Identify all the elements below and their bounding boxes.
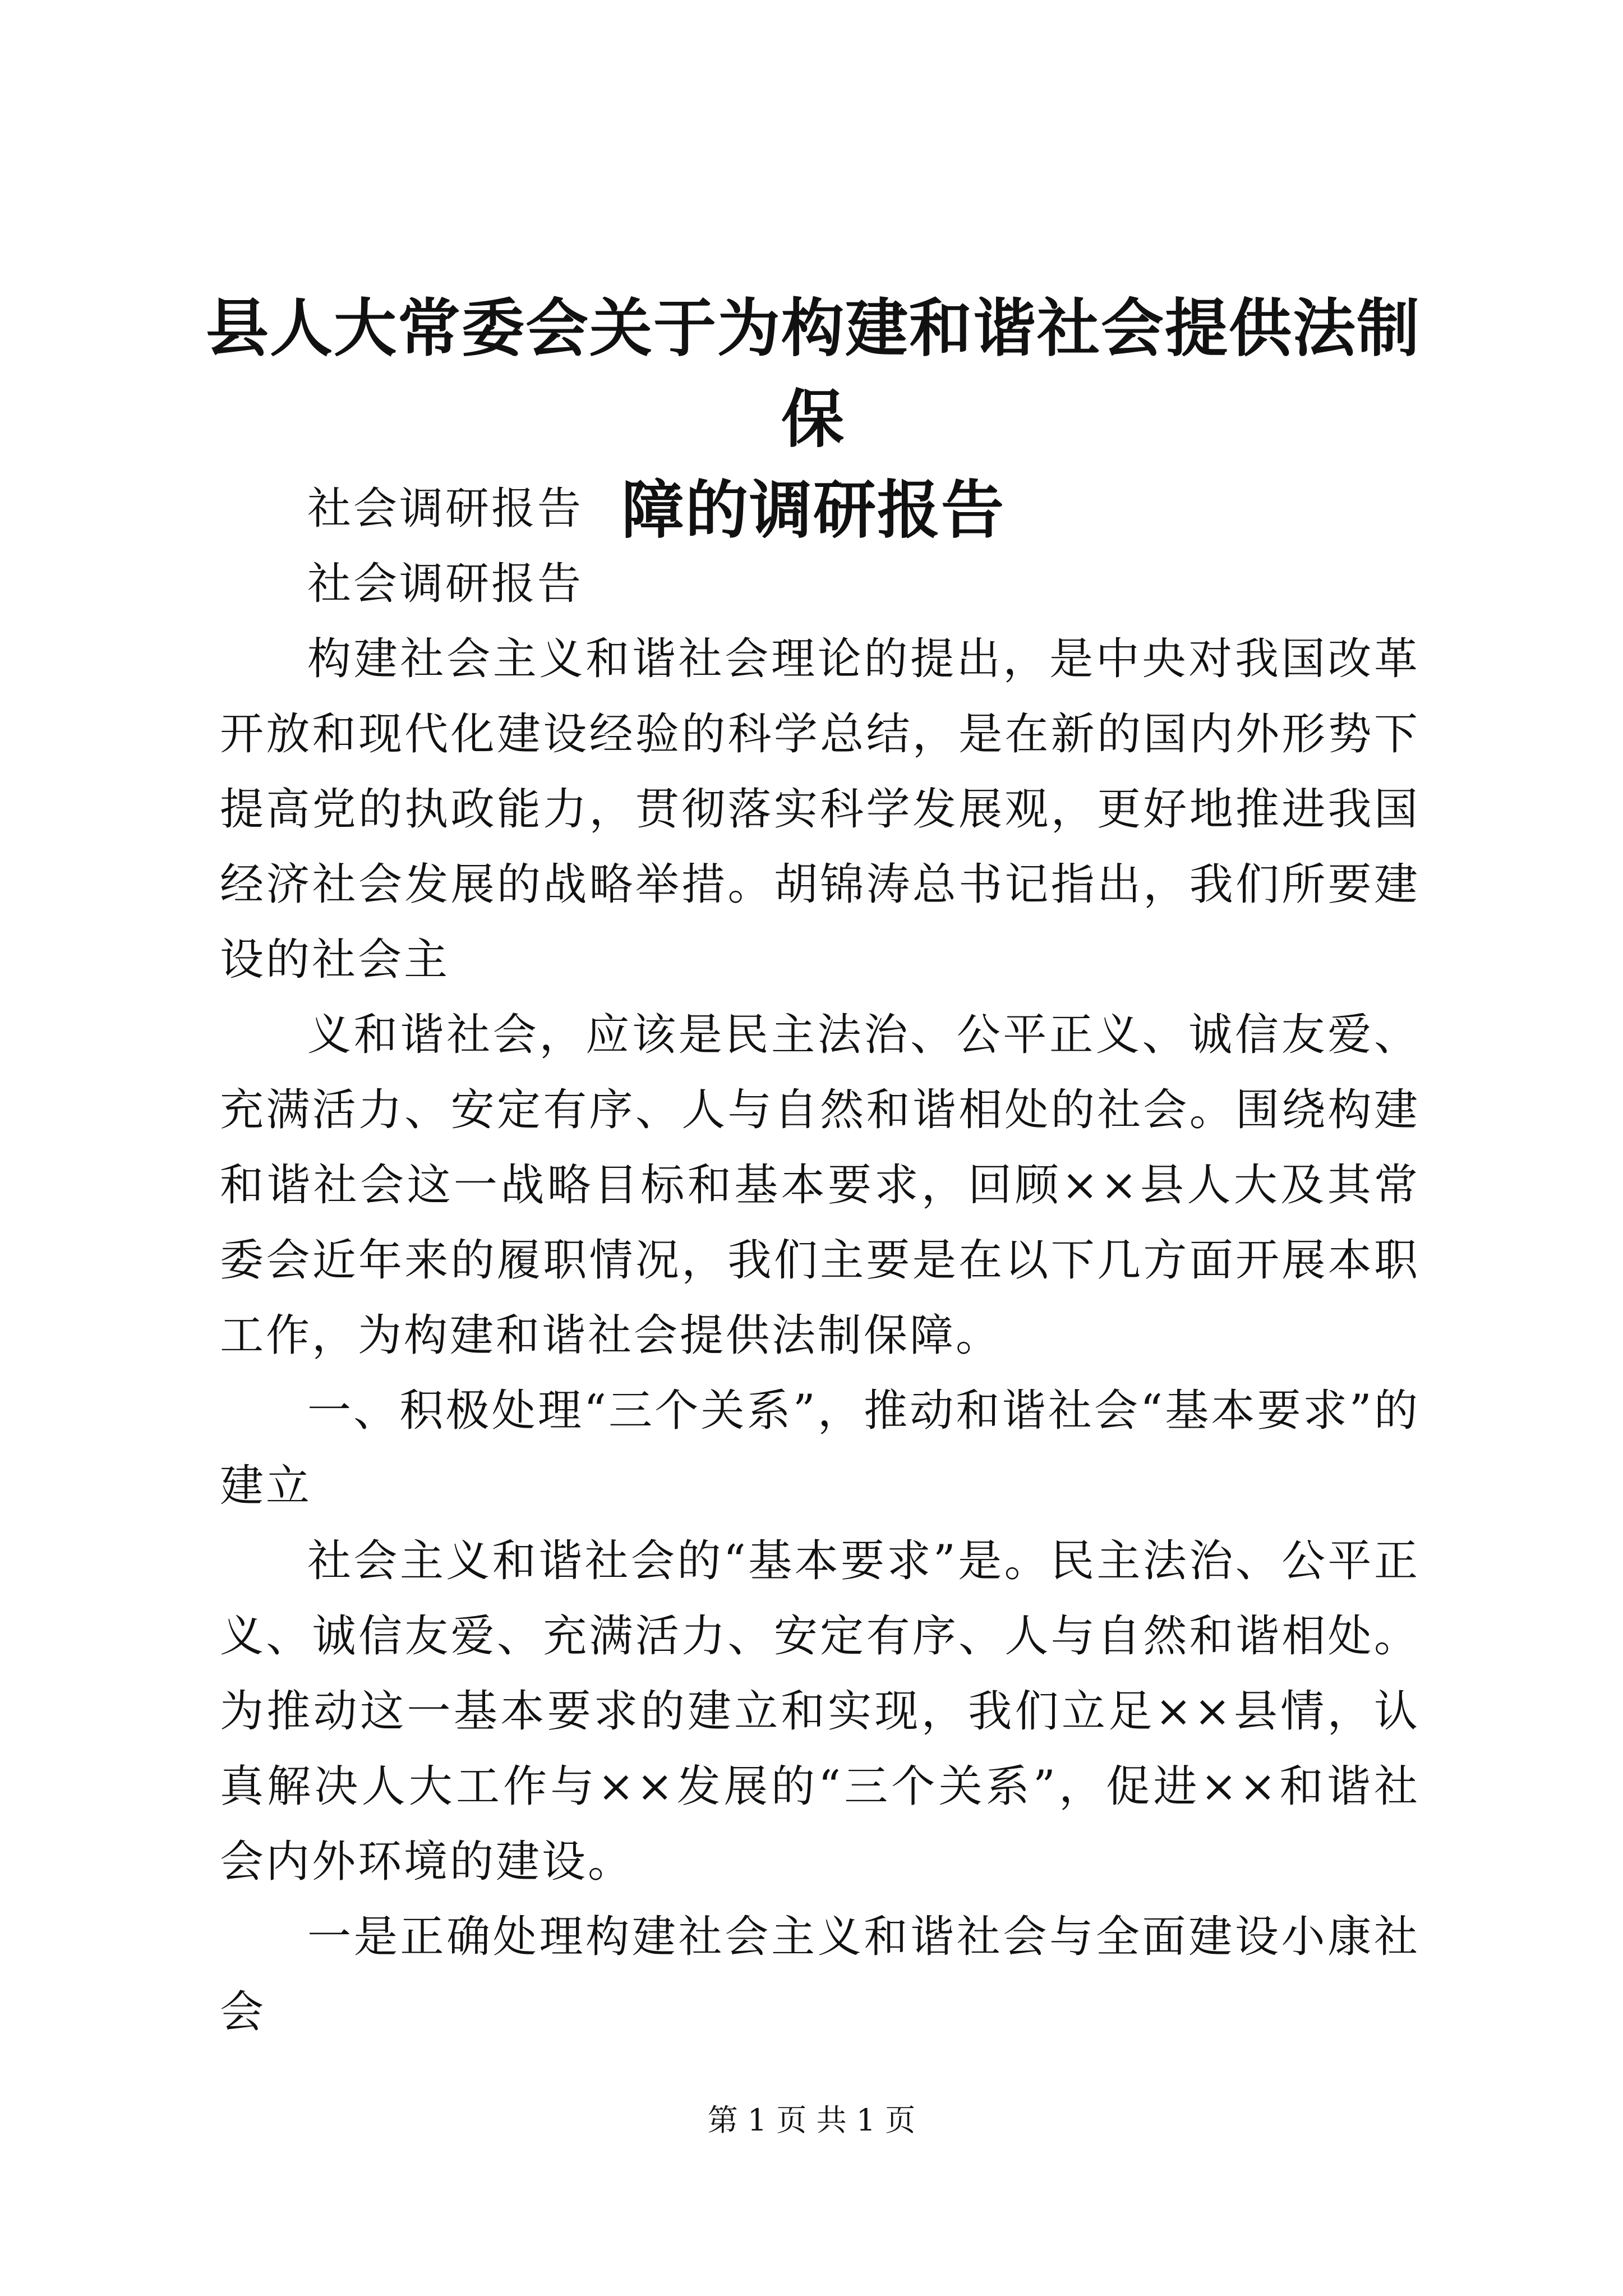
paragraph-intro: 构建社会主义和谐社会理论的提出，是中央对我国改革开放和现代化建设经验的科学总结，是在新的国内外形势下提高党的执政能力，贯彻落实科学发展观，更好地推进我国经济社会发展的战略举措。胡锦涛总书记指出，我们所要建设的社会主	[220, 634, 1420, 985]
page-footer: 第 1 页 共 1 页	[707, 2102, 916, 2138]
paragraph-basic-requirements: 社会主义和谐社会的“基本要求”是。民主法治、公平正义、诚信友爱、充满活力、安定有序、人与自然和谐相处。为推动这一基本要求的建立和实现，我们立足××县情，认真解决人大工作与××发展的“三个关系”，促进××和谐社会内外环境的建设。	[220, 1536, 1420, 1887]
paragraph-category-2: 社会调研报告	[307, 559, 584, 609]
title-line-2: 障的调研报告	[621, 474, 1005, 547]
title-line-1: 县人大常委会关于为构建和谐社会提供法制保	[206, 292, 1421, 456]
paragraph-first-point: 一是正确处理构建社会主义和谐社会与全面建设小康社会	[220, 1912, 1420, 2037]
document-body	[220, 471, 1420, 2050]
paragraph-category-1: 社会调研报告	[307, 484, 584, 534]
section-heading-1: 一、积极处理“三个关系”，推动和谐社会“基本要求”的建立	[220, 1386, 1420, 1511]
paragraph-harmonious-society: 义和谐社会，应该是民主法治、公平正义、诚信友爱、充满活力、安定有序、人与自然和谐相处的社会。围绕构建和谐社会这一战略目标和基本要求，回顾××县人大及其常委会近年来的履职情况，我们主要是在以下几方面开展本职工作，为构建和谐社会提供法制保障。	[220, 1010, 1420, 1361]
